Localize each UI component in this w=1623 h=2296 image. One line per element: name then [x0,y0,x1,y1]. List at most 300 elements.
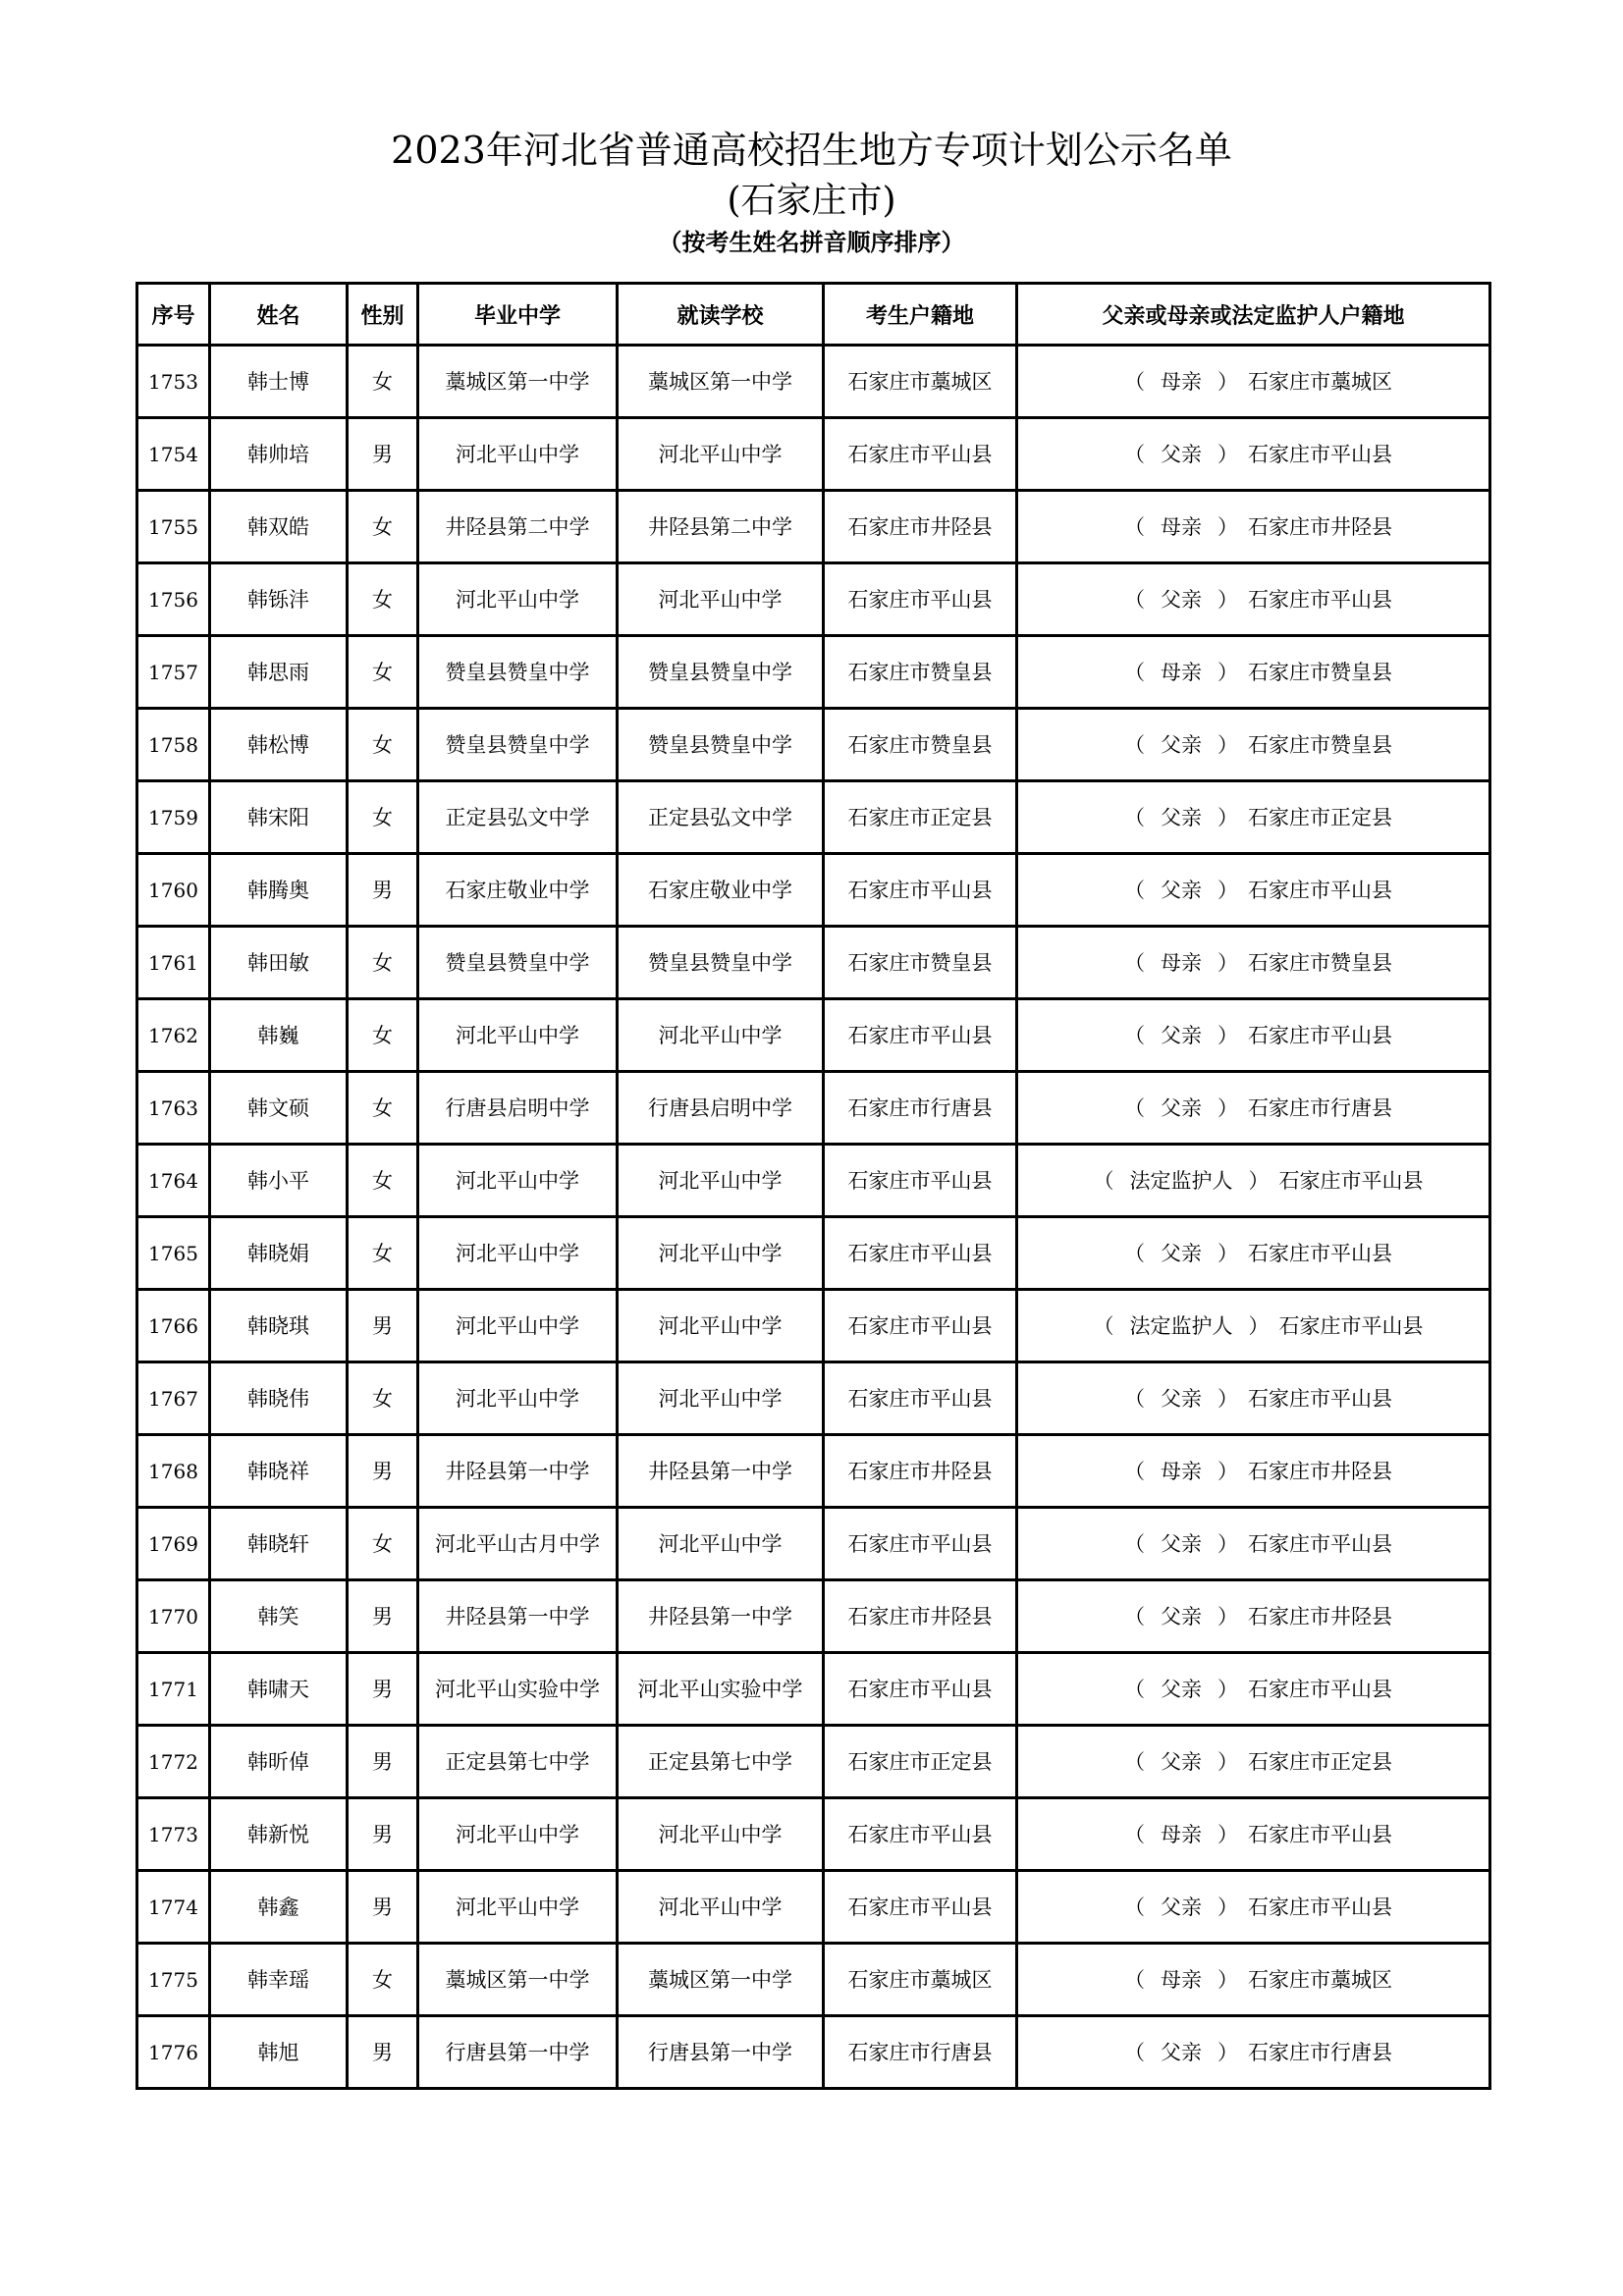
cell-current-school: 正定县第七中学 [618,1726,824,1798]
cell-name: 韩啸天 [210,1653,348,1726]
cell-current-school: 河北平山中学 [618,1508,824,1580]
cell-grad-school: 河北平山中学 [418,1362,618,1435]
cell-student-hukou: 石家庄市赞皇县 [824,709,1017,781]
cell-guardian-hukou [1017,1290,1490,1362]
cell-name: 韩晓娟 [210,1217,348,1290]
cell-name: 韩巍 [210,999,348,1072]
cell-student-hukou: 石家庄市平山县 [824,418,1017,491]
cell-grad-school: 河北平山中学 [418,1798,618,1871]
cell-student-hukou: 石家庄市正定县 [824,781,1017,854]
cell-gender: 女 [348,1145,418,1217]
cell-current-school: 井陉县第一中学 [618,1435,824,1508]
cell-current-school: 河北平山中学 [618,563,824,636]
cell-name: 韩小平 [210,1145,348,1217]
cell-grad-school: 河北平山中学 [418,1290,618,1362]
guardian-hukou-place: 石家庄市平山县 [1248,587,1392,612]
guardian-relation: 父亲 [1161,1023,1202,1047]
header-name: 姓名 [210,284,348,346]
cell-seq: 1754 [137,418,210,491]
guardian-relation: 父亲 [1161,1749,1202,1774]
table-row [137,1145,1490,1217]
cell-guardian-hukou [1017,854,1490,927]
guardian-relation: 母亲 [1161,369,1202,394]
cell-grad-school: 赞皇县赞皇中学 [418,636,618,709]
cell-guardian-hukou [1017,709,1490,781]
table-row [137,1435,1490,1508]
guardian-relation: 父亲 [1161,732,1202,757]
cell-grad-school: 井陉县第一中学 [418,1580,618,1653]
cell-name: 韩士博 [210,346,348,418]
paren-open: （ [1124,878,1145,902]
guardian-hukou-place: 石家庄市井陉县 [1248,1459,1392,1483]
header-current-school: 就读学校 [618,284,824,346]
table-row [137,346,1490,418]
table-row [137,709,1490,781]
cell-gender: 女 [348,1217,418,1290]
table-body [137,346,1490,2089]
cell-seq: 1762 [137,999,210,1072]
table-row [137,1217,1490,1290]
cell-student-hukou: 石家庄市井陉县 [824,491,1017,563]
guardian-hukou-place: 石家庄市平山县 [1248,1241,1392,1265]
paren-open: （ [1124,1967,1145,1992]
cell-current-school: 赞皇县赞皇中学 [618,927,824,999]
paren-close: ） [1217,805,1238,829]
guardian-hukou-place: 石家庄市行唐县 [1248,2040,1392,2064]
cell-grad-school: 正定县弘文中学 [418,781,618,854]
cell-grad-school: 石家庄敬业中学 [418,854,618,927]
paren-open: （ [1124,514,1145,539]
cell-seq: 1757 [137,636,210,709]
paren-open: （ [1124,1095,1145,1120]
cell-student-hukou: 石家庄市平山县 [824,1798,1017,1871]
guardian-hukou-place: 石家庄市平山县 [1248,1895,1392,1919]
guardian-relation: 父亲 [1161,1241,1202,1265]
cell-gender: 男 [348,1726,418,1798]
cell-name: 韩晓伟 [210,1362,348,1435]
guardian-relation: 法定监护人 [1129,1168,1233,1193]
cell-guardian-hukou [1017,636,1490,709]
guardian-hukou-place: 石家庄市平山县 [1248,1386,1392,1411]
cell-seq: 1755 [137,491,210,563]
guardian-relation: 父亲 [1161,442,1202,466]
cell-student-hukou: 石家庄市平山县 [824,563,1017,636]
guardian-hukou-place: 石家庄市赞皇县 [1248,660,1392,684]
paren-open: （ [1124,2040,1145,2064]
cell-student-hukou: 石家庄市平山县 [824,1145,1017,1217]
table-row [137,563,1490,636]
cell-current-school: 河北平山中学 [618,1362,824,1435]
paren-close: ） [1217,2040,1238,2064]
cell-name: 韩思雨 [210,636,348,709]
paren-open: （ [1124,1822,1145,1846]
cell-name: 韩晓轩 [210,1508,348,1580]
paren-close: ） [1217,1822,1238,1846]
cell-student-hukou: 石家庄市平山县 [824,1290,1017,1362]
header-grad-school: 毕业中学 [418,284,618,346]
cell-gender: 女 [348,636,418,709]
cell-grad-school: 赞皇县赞皇中学 [418,927,618,999]
cell-guardian-hukou [1017,418,1490,491]
cell-guardian-hukou [1017,781,1490,854]
cell-seq: 1768 [137,1435,210,1508]
paren-close: ） [1217,1749,1238,1774]
cell-grad-school: 藁城区第一中学 [418,346,618,418]
cell-guardian-hukou [1017,1653,1490,1726]
cell-seq: 1765 [137,1217,210,1290]
cell-gender: 男 [348,418,418,491]
cell-name: 韩文硕 [210,1072,348,1145]
header-guardian-hukou: 父亲或母亲或法定监护人户籍地 [1017,284,1490,346]
paren-close: ） [1217,369,1238,394]
guardian-relation: 父亲 [1161,1386,1202,1411]
cell-name: 韩旭 [210,2016,348,2089]
cell-student-hukou: 石家庄市井陉县 [824,1435,1017,1508]
guardian-hukou-place: 石家庄市平山县 [1248,442,1392,466]
guardian-hukou-place: 石家庄市平山县 [1248,1531,1392,1556]
cell-name: 韩昕倬 [210,1726,348,1798]
cell-seq: 1763 [137,1072,210,1145]
cell-gender: 女 [348,491,418,563]
paren-close: ） [1217,1677,1238,1701]
cell-guardian-hukou [1017,491,1490,563]
cell-gender: 女 [348,1944,418,2016]
paren-close: ） [1217,1386,1238,1411]
guardian-relation: 父亲 [1161,1531,1202,1556]
cell-seq: 1776 [137,2016,210,2089]
paren-open: （ [1124,442,1145,466]
cell-grad-school: 河北平山古月中学 [418,1508,618,1580]
guardian-hukou-place: 石家庄市平山县 [1278,1168,1424,1193]
guardian-hukou-place: 石家庄市藁城区 [1248,1967,1392,1992]
table-row [137,1362,1490,1435]
paren-open: （ [1124,1749,1145,1774]
table-row [137,1726,1490,1798]
cell-seq: 1758 [137,709,210,781]
paren-close: ） [1217,660,1238,684]
guardian-relation: 母亲 [1161,1822,1202,1846]
cell-guardian-hukou [1017,1435,1490,1508]
cell-name: 韩新悦 [210,1798,348,1871]
paren-close: ） [1217,1604,1238,1629]
cell-current-school: 河北平山中学 [618,418,824,491]
cell-current-school: 井陉县第一中学 [618,1580,824,1653]
cell-grad-school: 河北平山中学 [418,1871,618,1944]
guardian-hukou-place: 石家庄市平山县 [1248,878,1392,902]
cell-student-hukou: 石家庄市藁城区 [824,346,1017,418]
cell-guardian-hukou [1017,1072,1490,1145]
cell-gender: 女 [348,346,418,418]
table-row [137,1508,1490,1580]
paren-close: ） [1217,1023,1238,1047]
cell-gender: 男 [348,1871,418,1944]
paren-close: ） [1217,732,1238,757]
paren-open: （ [1124,1459,1145,1483]
guardian-relation: 父亲 [1161,2040,1202,2064]
table-row [137,2016,1490,2089]
cell-gender: 男 [348,1798,418,1871]
cell-gender: 女 [348,709,418,781]
cell-current-school: 河北平山中学 [618,1290,824,1362]
cell-gender: 女 [348,1072,418,1145]
cell-gender: 女 [348,1362,418,1435]
cell-current-school: 赞皇县赞皇中学 [618,636,824,709]
cell-grad-school: 藁城区第一中学 [418,1944,618,2016]
cell-grad-school: 河北平山中学 [418,418,618,491]
cell-grad-school: 河北平山中学 [418,1145,618,1217]
cell-seq: 1753 [137,346,210,418]
table-row [137,1871,1490,1944]
table-row [137,1653,1490,1726]
guardian-relation: 母亲 [1161,1459,1202,1483]
guardian-hukou-place: 石家庄市平山县 [1278,1313,1424,1338]
cell-student-hukou: 石家庄市平山县 [824,1217,1017,1290]
cell-grad-school: 行唐县第一中学 [418,2016,618,2089]
document-title: 2023年河北省普通高校招生地方专项计划公示名单 [391,129,1232,172]
paren-open: （ [1124,1677,1145,1701]
cell-current-school: 河北平山中学 [618,1871,824,1944]
paren-open: （ [1124,660,1145,684]
cell-guardian-hukou [1017,927,1490,999]
cell-name: 韩双皓 [210,491,348,563]
cell-gender: 男 [348,2016,418,2089]
cell-grad-school: 正定县第七中学 [418,1726,618,1798]
guardian-hukou-place: 石家庄市平山县 [1248,1677,1392,1701]
paren-close: ） [1217,442,1238,466]
cell-current-school: 行唐县第一中学 [618,2016,824,2089]
cell-student-hukou: 石家庄市赞皇县 [824,636,1017,709]
table-row [137,781,1490,854]
cell-grad-school: 赞皇县赞皇中学 [418,709,618,781]
table-row [137,418,1490,491]
cell-grad-school: 行唐县启明中学 [418,1072,618,1145]
cell-current-school: 河北平山中学 [618,1217,824,1290]
cell-student-hukou: 石家庄市行唐县 [824,1072,1017,1145]
cell-name: 韩腾奥 [210,854,348,927]
cell-seq: 1775 [137,1944,210,2016]
cell-student-hukou: 石家庄市赞皇县 [824,927,1017,999]
cell-guardian-hukou [1017,2016,1490,2089]
cell-name: 韩帅培 [210,418,348,491]
cell-guardian-hukou [1017,1508,1490,1580]
guardian-relation: 母亲 [1161,660,1202,684]
guardian-hukou-place: 石家庄市井陉县 [1248,514,1392,539]
guardian-hukou-place: 石家庄市行唐县 [1248,1095,1392,1120]
table-row [137,999,1490,1072]
cell-seq: 1770 [137,1580,210,1653]
paren-close: ） [1217,1459,1238,1483]
guardian-hukou-place: 石家庄市正定县 [1248,1749,1392,1774]
paren-close: ） [1217,587,1238,612]
cell-current-school: 藁城区第一中学 [618,346,824,418]
cell-gender: 男 [348,1435,418,1508]
cell-student-hukou: 石家庄市平山县 [824,1362,1017,1435]
cell-name: 韩田敏 [210,927,348,999]
cell-seq: 1772 [137,1726,210,1798]
guardian-hukou-place: 石家庄市藁城区 [1248,369,1392,394]
cell-name: 韩笑 [210,1580,348,1653]
paren-close: ） [1217,1895,1238,1919]
cell-current-school: 行唐县启明中学 [618,1072,824,1145]
cell-grad-school: 河北平山中学 [418,563,618,636]
paren-open: （ [1093,1168,1114,1193]
cell-seq: 1761 [137,927,210,999]
paren-close: ） [1217,1967,1238,1992]
table-header-row [137,284,1490,346]
table-row [137,1290,1490,1362]
table-row [137,1072,1490,1145]
paren-close: ） [1217,514,1238,539]
cell-current-school: 河北平山中学 [618,1145,824,1217]
paren-open: （ [1124,1531,1145,1556]
cell-current-school: 赞皇县赞皇中学 [618,709,824,781]
cell-current-school: 河北平山中学 [618,1798,824,1871]
cell-gender: 女 [348,999,418,1072]
paren-open: （ [1093,1313,1114,1338]
admission-roster-table [135,282,1491,2090]
cell-guardian-hukou [1017,1726,1490,1798]
cell-gender: 男 [348,1580,418,1653]
cell-gender: 男 [348,1290,418,1362]
cell-current-school: 藁城区第一中学 [618,1944,824,2016]
cell-current-school: 井陉县第二中学 [618,491,824,563]
cell-student-hukou: 石家庄市平山县 [824,1653,1017,1726]
guardian-hukou-place: 石家庄市赞皇县 [1248,950,1392,975]
paren-close: ） [1217,1241,1238,1265]
paren-close: ） [1217,950,1238,975]
paren-close: ） [1248,1313,1270,1338]
cell-student-hukou: 石家庄市行唐县 [824,2016,1017,2089]
cell-seq: 1760 [137,854,210,927]
cell-name: 韩宋阳 [210,781,348,854]
document-subtitle-city: (石家庄市) [727,181,896,221]
paren-close: ） [1217,1531,1238,1556]
cell-guardian-hukou [1017,999,1490,1072]
guardian-relation: 母亲 [1161,514,1202,539]
cell-guardian-hukou [1017,1871,1490,1944]
cell-student-hukou: 石家庄市藁城区 [824,1944,1017,2016]
cell-grad-school: 河北平山实验中学 [418,1653,618,1726]
paren-open: （ [1124,369,1145,394]
cell-guardian-hukou [1017,1145,1490,1217]
paren-open: （ [1124,1895,1145,1919]
paren-open: （ [1124,587,1145,612]
cell-student-hukou: 石家庄市平山县 [824,1871,1017,1944]
cell-name: 韩晓祥 [210,1435,348,1508]
cell-seq: 1767 [137,1362,210,1435]
cell-guardian-hukou [1017,1217,1490,1290]
guardian-hukou-place: 石家庄市井陉县 [1248,1604,1392,1629]
guardian-hukou-place: 石家庄市平山县 [1248,1822,1392,1846]
cell-guardian-hukou [1017,1798,1490,1871]
paren-open: （ [1124,732,1145,757]
table-row [137,1944,1490,2016]
cell-gender: 男 [348,1653,418,1726]
cell-seq: 1774 [137,1871,210,1944]
cell-current-school: 河北平山中学 [618,999,824,1072]
cell-grad-school: 井陉县第二中学 [418,491,618,563]
cell-name: 韩松博 [210,709,348,781]
cell-name: 韩铄沣 [210,563,348,636]
guardian-relation: 父亲 [1161,1895,1202,1919]
guardian-relation: 父亲 [1161,805,1202,829]
cell-guardian-hukou [1017,1944,1490,2016]
cell-gender: 女 [348,563,418,636]
guardian-relation: 父亲 [1161,1095,1202,1120]
table-row [137,636,1490,709]
guardian-hukou-place: 石家庄市赞皇县 [1248,732,1392,757]
paren-open: （ [1124,1386,1145,1411]
cell-seq: 1756 [137,563,210,636]
cell-name: 韩晓琪 [210,1290,348,1362]
paren-close: ） [1217,1095,1238,1120]
sort-order-note: （按考生姓名拼音顺序排序） [658,229,965,256]
guardian-relation: 父亲 [1161,587,1202,612]
guardian-hukou-place: 石家庄市平山县 [1248,1023,1392,1047]
cell-gender: 女 [348,781,418,854]
cell-guardian-hukou [1017,1580,1490,1653]
paren-open: （ [1124,805,1145,829]
cell-student-hukou: 石家庄市正定县 [824,1726,1017,1798]
cell-guardian-hukou [1017,1362,1490,1435]
cell-name: 韩鑫 [210,1871,348,1944]
guardian-relation: 父亲 [1161,878,1202,902]
cell-grad-school: 河北平山中学 [418,999,618,1072]
cell-grad-school: 井陉县第一中学 [418,1435,618,1508]
header-gender: 性别 [348,284,418,346]
paren-open: （ [1124,1023,1145,1047]
cell-grad-school: 河北平山中学 [418,1217,618,1290]
paren-open: （ [1124,1604,1145,1629]
paren-close: ） [1248,1168,1270,1193]
guardian-hukou-place: 石家庄市正定县 [1248,805,1392,829]
cell-seq: 1764 [137,1145,210,1217]
cell-gender: 女 [348,927,418,999]
cell-seq: 1771 [137,1653,210,1726]
guardian-relation: 母亲 [1161,950,1202,975]
header-seq: 序号 [137,284,210,346]
cell-guardian-hukou [1017,563,1490,636]
paren-open: （ [1124,1241,1145,1265]
guardian-relation: 父亲 [1161,1604,1202,1629]
guardian-relation: 父亲 [1161,1677,1202,1701]
cell-student-hukou: 石家庄市平山县 [824,854,1017,927]
cell-guardian-hukou [1017,346,1490,418]
cell-gender: 男 [348,854,418,927]
table-row [137,491,1490,563]
table-row [137,927,1490,999]
guardian-relation: 母亲 [1161,1967,1202,1992]
cell-student-hukou: 石家庄市平山县 [824,1508,1017,1580]
cell-seq: 1759 [137,781,210,854]
guardian-relation: 法定监护人 [1129,1313,1233,1338]
table-row [137,1798,1490,1871]
cell-seq: 1769 [137,1508,210,1580]
cell-current-school: 正定县弘文中学 [618,781,824,854]
cell-student-hukou: 石家庄市平山县 [824,999,1017,1072]
cell-gender: 女 [348,1508,418,1580]
cell-seq: 1766 [137,1290,210,1362]
paren-close: ） [1217,878,1238,902]
table-row [137,1580,1490,1653]
header-student-hukou: 考生户籍地 [824,284,1017,346]
cell-name: 韩幸瑶 [210,1944,348,2016]
paren-open: （ [1124,950,1145,975]
cell-current-school: 河北平山实验中学 [618,1653,824,1726]
table-row [137,854,1490,927]
cell-current-school: 石家庄敬业中学 [618,854,824,927]
cell-seq: 1773 [137,1798,210,1871]
